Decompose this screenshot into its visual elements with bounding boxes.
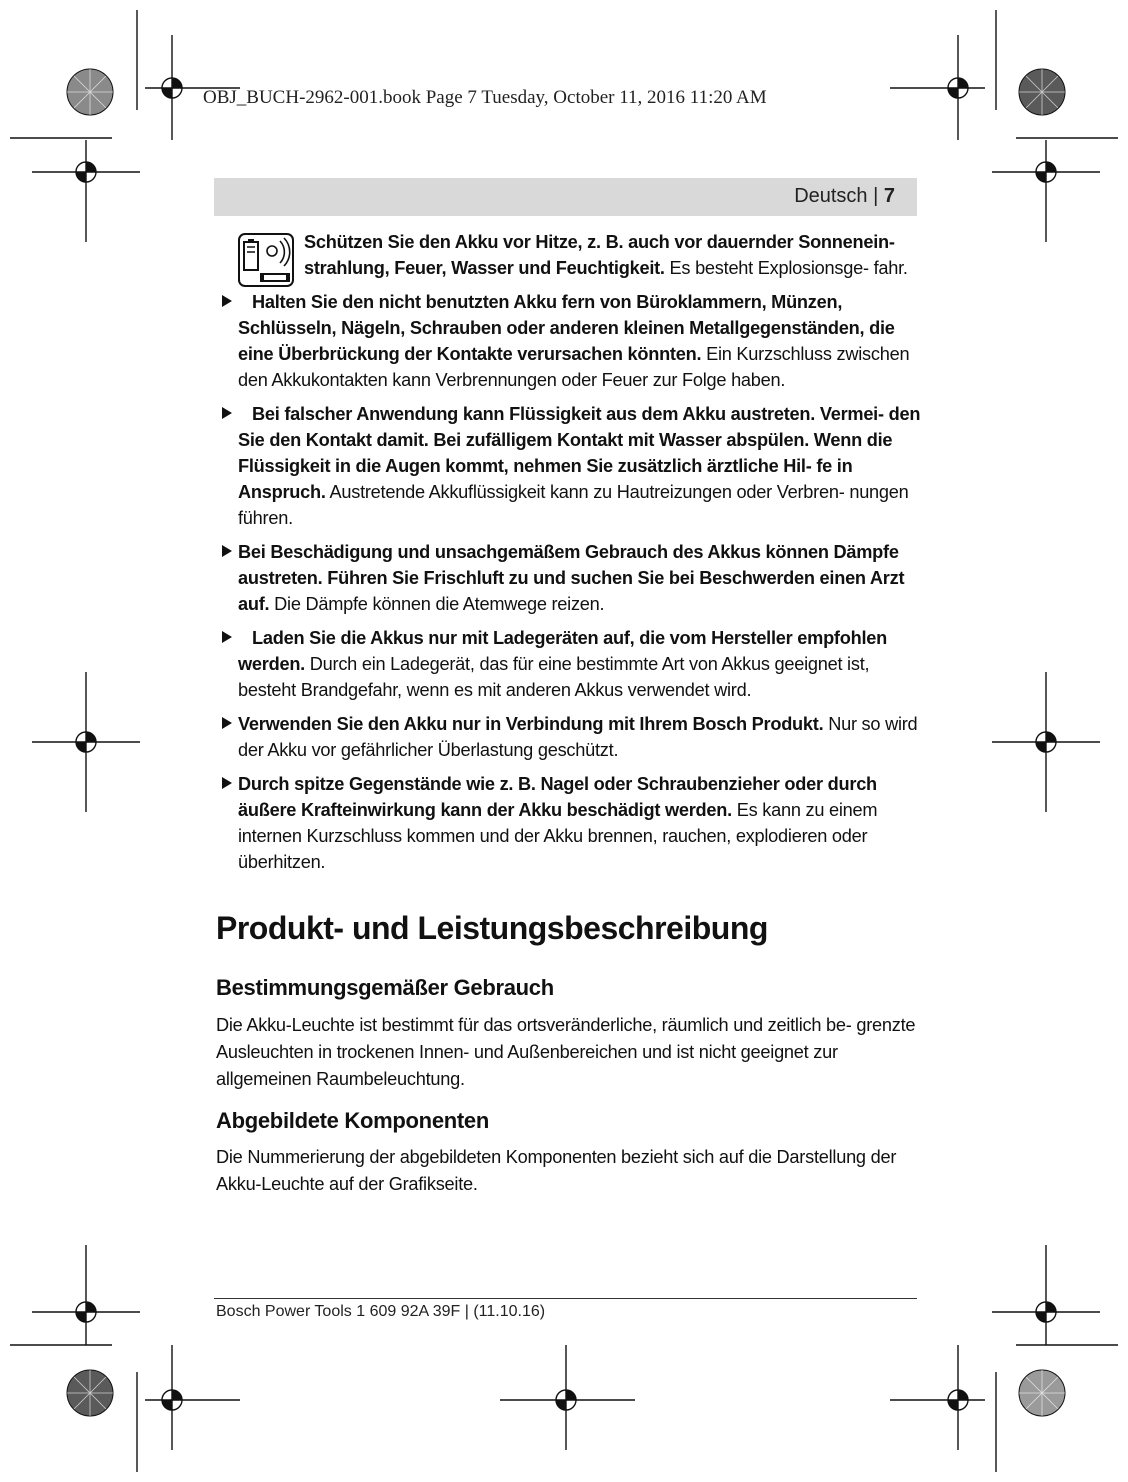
bullet-triangle-icon	[222, 777, 232, 789]
subsection-title-components: Abgebildete Komponenten	[216, 1108, 489, 1133]
intro-text: Es besteht Explosionsge- fahr.	[664, 258, 908, 278]
item-text: Austretende Akkuflüssigkeit kann zu Hautreizungen oder Verbren- nungen führen.	[238, 482, 909, 528]
safety-notes	[238, 229, 926, 883]
list-item	[238, 539, 926, 617]
list-item	[238, 401, 926, 531]
bullet-triangle-icon	[222, 631, 232, 643]
item-bold: Bei Beschädigung und unsachgemäßem Gebrauch des Akkus können Dämpfe austreten. Führen Sie Frischluft zu und suchen Sie bei Beschwerden einen Arzt auf.	[238, 542, 905, 614]
intro-bold: Schützen Sie den Akku vor Hitze, z. B. auch vor dauernder Sonnenein- strahlung, Feuer, Wasser und Feuchtigkeit.	[304, 232, 895, 278]
item-text: Durch ein Ladegerät, das für eine bestimmte Art von Akkus geeignet ist, besteht Brandgefahr, wenn es mit anderen Akkus verwendet wird.	[238, 654, 870, 700]
item-bold: Verwenden Sie den Akku nur in Verbindung mit Ihrem Bosch Produkt.	[238, 714, 824, 734]
book-info-line: OBJ_BUCH-2962-001.book Page 7 Tuesday, October 11, 2016 11:20 AM	[203, 87, 767, 108]
item-text: Ein Kurzschluss zwischen den Akkukontakten kann Verbrennungen oder Feuer zur Folge haben.	[238, 344, 910, 390]
list-item	[238, 625, 926, 703]
bullet-triangle-icon	[222, 407, 232, 419]
intended-use-text: Die Akku-Leuchte ist bestimmt für das ortsveränderliche, räumlich und zeitlich be- grenzte Ausleuchten in trockenen Innen- und Außenbereichen und ist nicht geeignet zur allgemeinen Raumbeleuchtung.	[216, 1015, 916, 1089]
heat-sun-battery-icon	[238, 233, 294, 287]
list-item	[238, 289, 926, 393]
intro-warning	[238, 229, 926, 281]
subsection-title-intended-use: Bestimmungsgemäßer Gebrauch	[216, 975, 554, 1000]
page-number: 7	[883, 185, 895, 207]
list-item	[238, 711, 926, 763]
page-header	[794, 185, 895, 208]
header-language: Deutsch	[794, 185, 868, 207]
item-text: Nur so wird der Akku vor gefährlicher Überlastung geschützt.	[238, 714, 918, 760]
item-text: Die Dämpfe können die Atemwege reizen.	[269, 594, 605, 614]
bullet-triangle-icon	[222, 295, 232, 307]
item-bold: Bei falscher Anwendung kann Flüssigkeit aus dem Akku austreten. Vermei- den Sie den Kontakt damit. Bei zufälligem Kontakt mit Wasser abspülen. Wenn die Flüssigkeit in die Augen kommt, nehmen Sie zusätzlich ärztliche Hil- fe in Anspruch.	[238, 404, 921, 502]
item-bold: Durch spitze Gegenstände wie z. B. Nagel oder Schraubenzieher oder durch äußere Krafteinwirkung kann der Akku beschädigt werden.	[238, 774, 877, 820]
section-title: Produkt- und Leistungsbeschreibung	[216, 910, 768, 946]
item-text: Es kann zu einem internen Kurzschluss kommen und der Akku brennen, rauchen, explodieren oder überhitzen.	[238, 800, 878, 872]
footer-divider	[214, 1298, 917, 1299]
bullet-triangle-icon	[222, 545, 232, 557]
page-footer: Bosch Power Tools 1 609 92A 39F | (11.10.16)	[216, 1303, 546, 1320]
page-header-bar	[214, 178, 917, 216]
bullet-triangle-icon	[222, 717, 232, 729]
components-text: Die Nummerierung der abgebildeten Komponenten bezieht sich auf die Darstellung der Akku-Leuchte auf der Grafikseite.	[216, 1147, 897, 1194]
item-bold: Halten Sie den nicht benutzten Akku fern von Büroklammern, Münzen, Schlüsseln, Nägeln, Schrauben oder anderen kleinen Metallgegenständen, die eine Überbrückung der Kontakte verursachen könnten.	[238, 292, 895, 364]
item-bold: Laden Sie die Akkus nur mit Ladegeräten auf, die vom Hersteller empfohlen werden.	[238, 628, 887, 674]
header-separator: |	[867, 185, 884, 207]
list-item	[238, 771, 926, 875]
